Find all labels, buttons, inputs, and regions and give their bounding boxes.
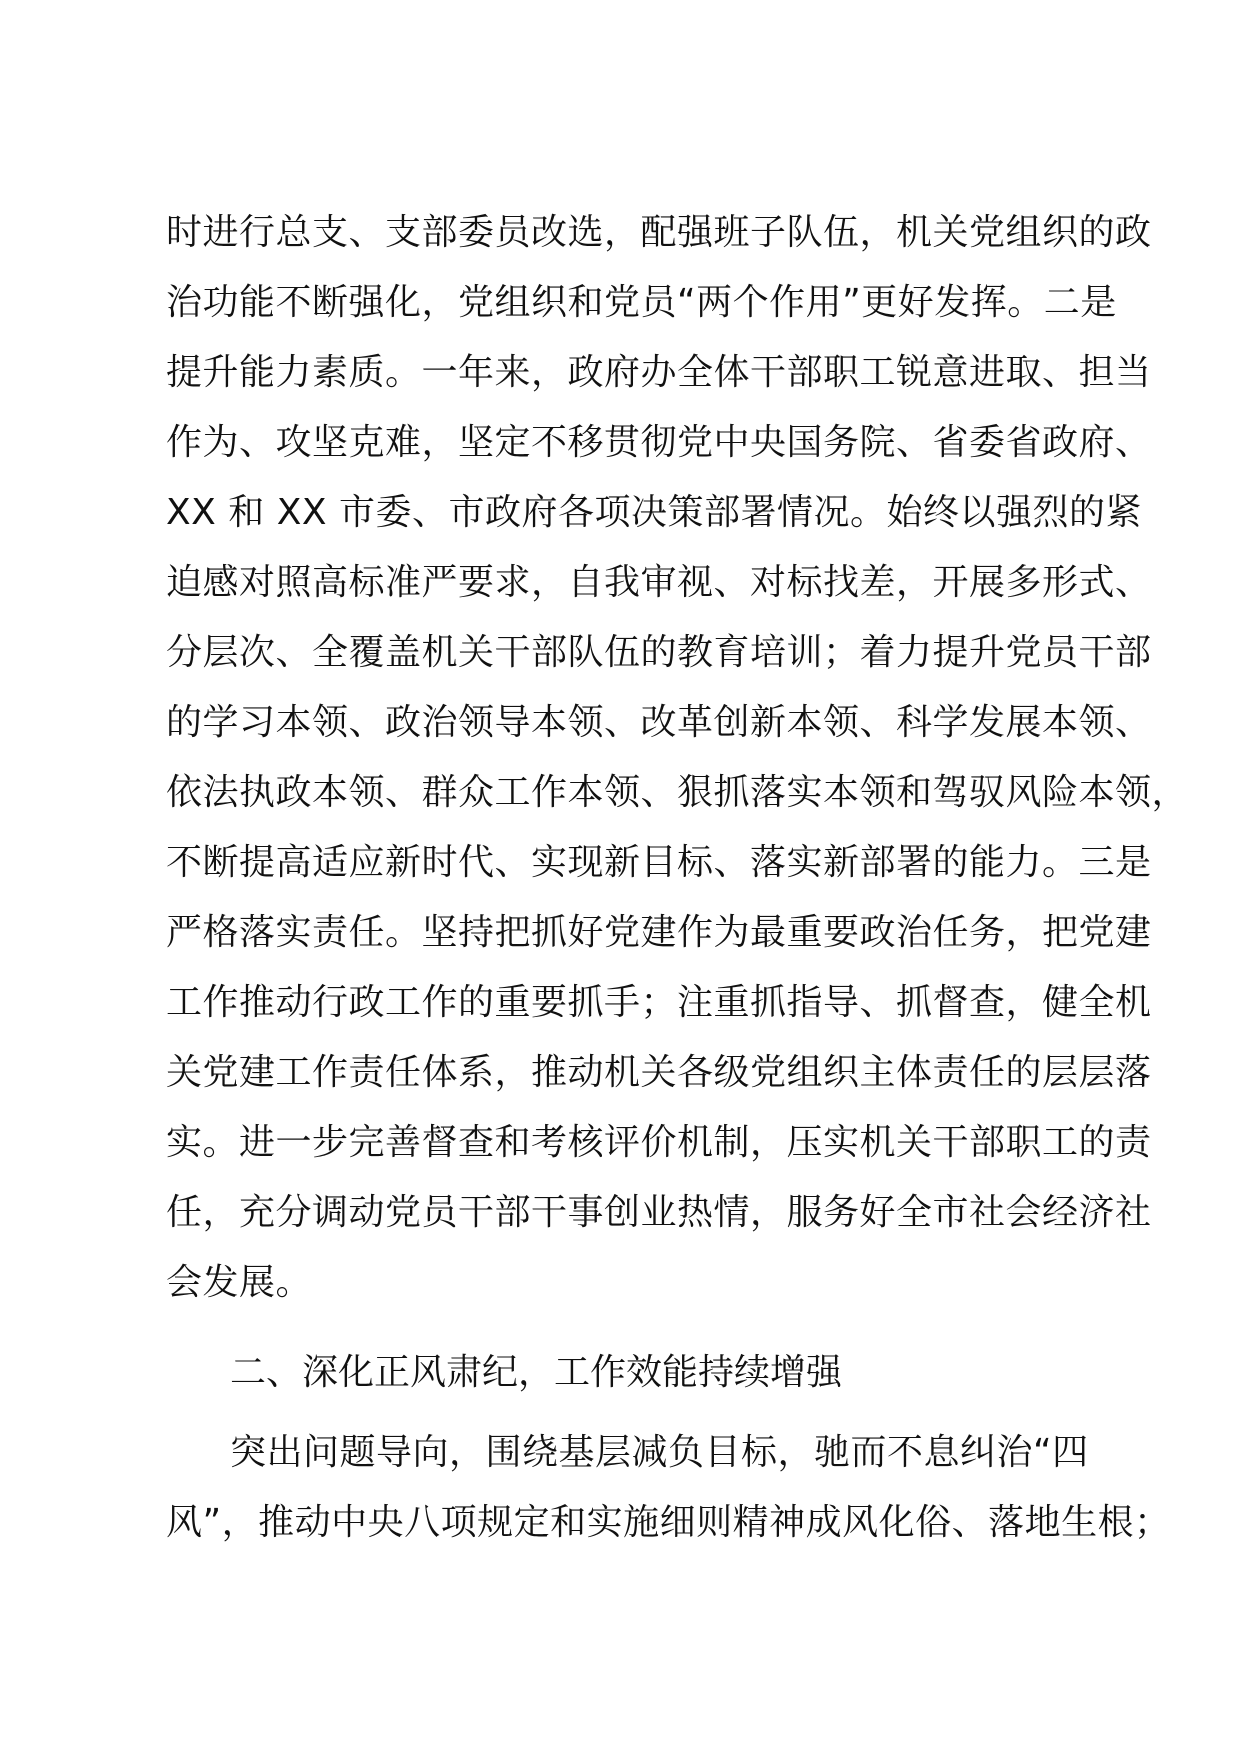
text-line: 分层次、全覆盖机关干部队伍的教育培训；着力提升党员干部: [166, 632, 1152, 673]
text-line: 的学习本领、政治领导本领、改革创新本领、科学发展本领、: [166, 702, 1152, 743]
section-heading-text: 二、深化正风肃纪，工作效能持续增强: [230, 1352, 843, 1393]
text-line: 时进行总支、支部委员改选，配强班子队伍，机关党组织的政: [166, 212, 1152, 253]
text-line: 关党建工作责任体系，推动机关各级党组织主体责任的层层落: [166, 1052, 1152, 1093]
text-line: 作为、攻坚克难，坚定不移贯彻党中央国务院、省委省政府、: [166, 422, 1152, 463]
section-heading: [166, 1338, 1106, 1408]
text-line: 依法执政本领、群众工作本领、狠抓落实本领和驾驭风险本领，: [166, 772, 1189, 813]
text-line: 风”，推动中央八项规定和实施细则精神成风化俗、落地生根；: [166, 1502, 1171, 1543]
text-line-content: 突出问题导向，围绕基层减负目标，驰而不息纠治“四: [230, 1432, 1089, 1473]
text-line: 不断提高适应新时代、实现新目标、落实新部署的能力。三是: [166, 842, 1152, 883]
text-line: 治功能不断强化，党组织和党员“两个作用”更好发挥。二是: [166, 282, 1117, 323]
paragraph-2: [166, 1418, 1171, 1558]
text-line: XX 和 XX 市委、市政府各项决策部署情况。始终以强烈的紧: [166, 492, 1142, 533]
text-line: 提升能力素质。一年来，政府办全体干部职工锐意进取、担当: [166, 352, 1152, 393]
document-body: [166, 198, 1189, 1558]
text-line: [166, 1418, 1106, 1488]
text-line: 迫感对照高标准严要求，自我审视、对标找差，开展多形式、: [166, 562, 1152, 603]
text-line: 工作推动行政工作的重要抓手；注重抓指导、抓督查，健全机: [166, 982, 1152, 1023]
text-line: 严格落实责任。坚持把抓好党建作为最重要政治任务，把党建: [166, 912, 1152, 953]
paragraph-1: [166, 198, 1189, 1318]
text-line: 任，充分调动党员干部干事创业热情，服务好全市社会经济社: [166, 1192, 1152, 1233]
text-line: 实。进一步完善督查和考核评价机制，压实机关干部职工的责: [166, 1122, 1152, 1163]
text-line: 会发展。: [166, 1262, 313, 1303]
